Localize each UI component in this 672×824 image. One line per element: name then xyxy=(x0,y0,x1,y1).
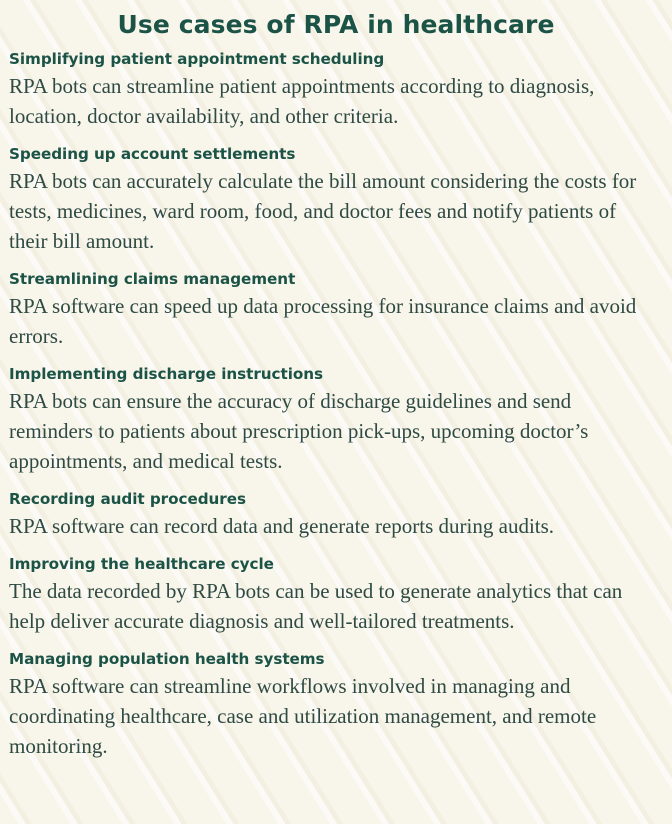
use-case-body: The data recorded by RPA bots can be used to generate analytics that can help deliver accurate diagnosis and well-tailored treatments. xyxy=(9,579,623,633)
use-case-body: RPA bots can streamline patient appointments according to diagnosis, location, doctor availability, and other criteria. xyxy=(9,74,595,128)
use-case-heading: Speeding up account settlements xyxy=(9,145,296,163)
use-case-heading: Recording audit procedures xyxy=(9,490,246,508)
use-case-body: RPA software can record data and generate reports during audits. xyxy=(9,514,555,538)
use-case-item xyxy=(9,649,656,761)
use-case-heading: Managing population health systems xyxy=(9,650,325,668)
use-case-heading: Streamlining claims management xyxy=(9,270,296,288)
use-case-item xyxy=(9,144,656,256)
use-case-body: RPA bots can accurately calculate the bill amount considering the costs for tests, medicines, ward room, food, and doctor fees and notify patients of their bill amount. xyxy=(9,169,637,253)
use-case-body: RPA software can streamline workflows involved in managing and coordinating healthcare, case and utilization management, and remote monitoring. xyxy=(9,674,597,758)
use-case-body: RPA software can speed up data processing for insurance claims and avoid errors. xyxy=(9,294,637,348)
use-case-heading: Improving the healthcare cycle xyxy=(9,555,274,573)
use-case-heading: Simplifying patient appointment scheduling xyxy=(9,50,385,68)
use-case-list xyxy=(0,49,672,761)
use-case-item xyxy=(9,554,656,636)
use-case-heading: Implementing discharge instructions xyxy=(9,365,323,383)
use-case-item xyxy=(9,364,656,476)
use-case-item xyxy=(9,269,656,351)
use-case-item xyxy=(9,49,656,131)
use-case-body: RPA bots can ensure the accuracy of discharge guidelines and send reminders to patients about prescription pick-ups, upcoming doctor’s appointments, and medical tests. xyxy=(9,389,589,473)
use-case-item xyxy=(9,489,656,541)
page-title: Use cases of RPA in healthcare xyxy=(117,10,555,39)
